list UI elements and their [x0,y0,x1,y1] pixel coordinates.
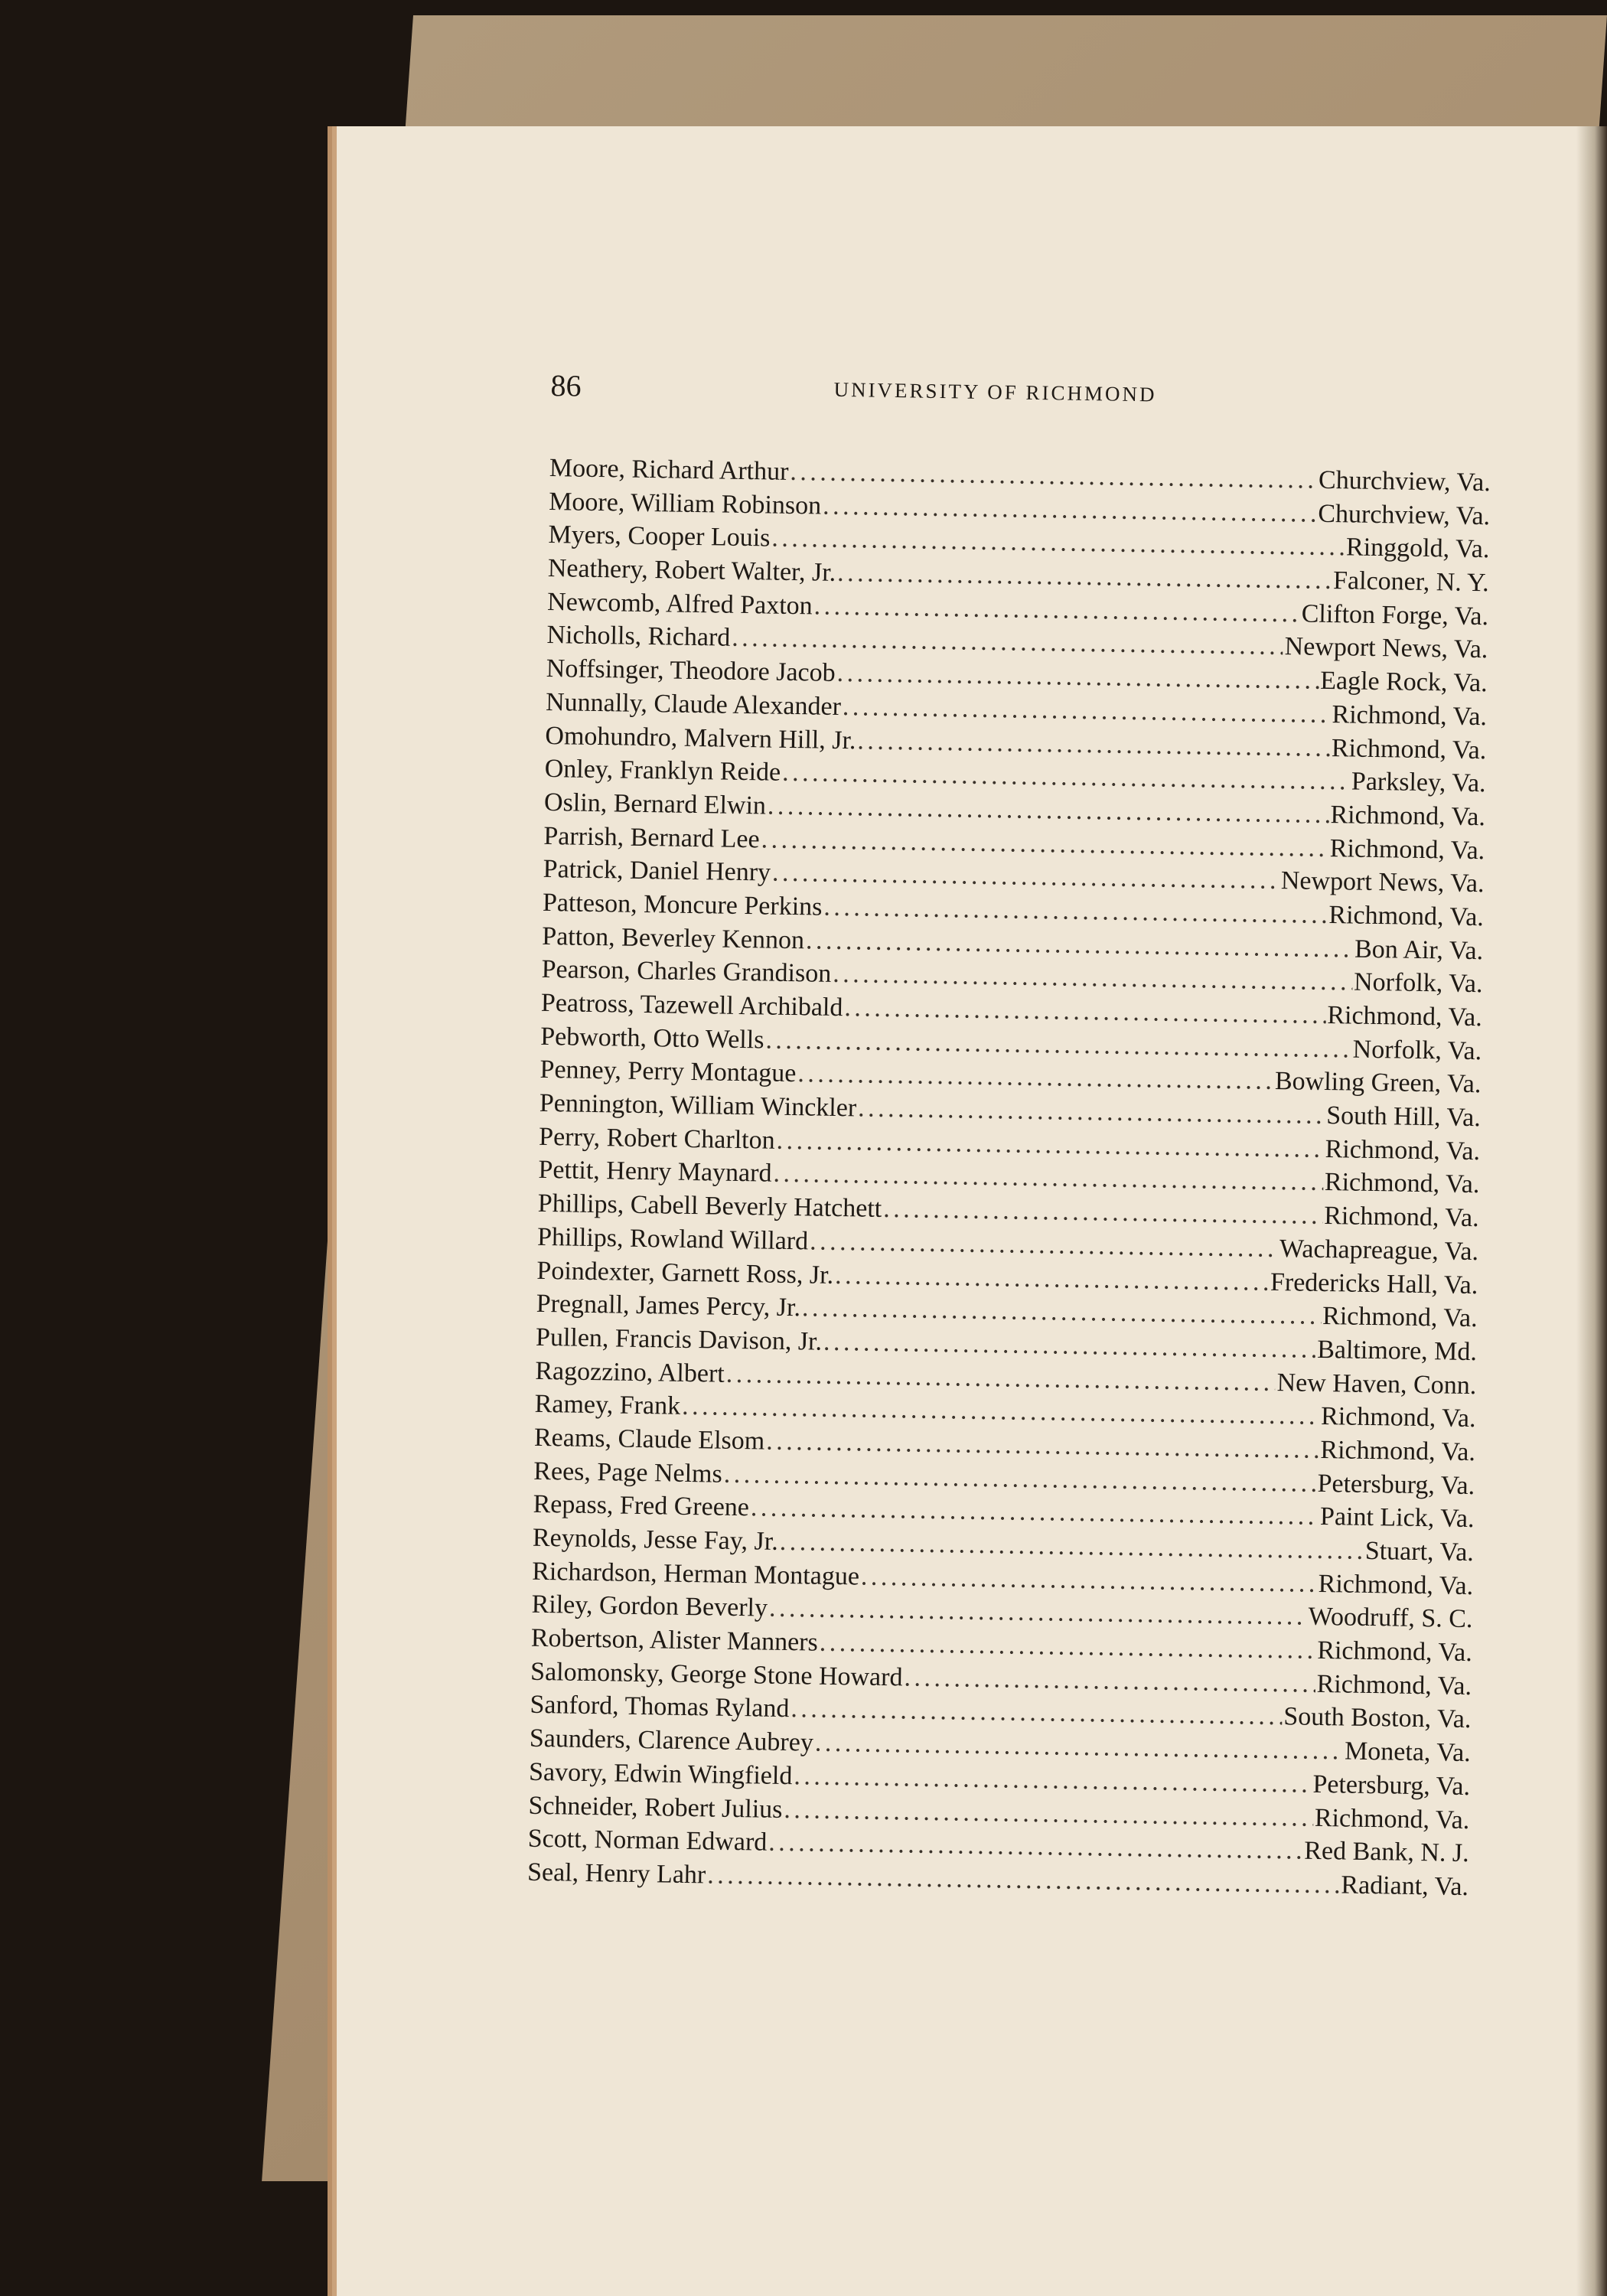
student-name: Pregnall, James Percy, Jr. [536,1290,801,1322]
hometown: Falconer, N. Y. [1332,566,1490,598]
student-name: Sanford, Thomas Ryland [530,1691,790,1724]
page-content [527,367,1492,1904]
student-name: Pebworth, Otto Wells [539,1022,764,1055]
hometown: Richmond, Va. [1320,1435,1476,1467]
hometown: Richmond, Va. [1324,1168,1480,1199]
student-name: Omohundro, Malvern Hill, Jr. [545,721,856,755]
hometown: Wachapreague, Va. [1279,1234,1479,1266]
student-name: Robertson, Alister Manners [530,1623,819,1657]
student-name: Reams, Claude Elsom [533,1423,765,1456]
page-gutter [1576,126,1607,2296]
hometown: Churchview, Va. [1318,465,1491,497]
student-name: Myers, Cooper Louis [548,520,771,553]
hometown: Fredericks Hall, Va. [1270,1267,1478,1300]
student-name: Nunnally, Claude Alexander [545,687,842,721]
hometown: Newport News, Va. [1284,632,1488,664]
hometown: Richmond, Va. [1318,1569,1474,1600]
hometown: Richmond, Va. [1325,1134,1481,1166]
student-name: Repass, Fred Greene [533,1490,750,1522]
student-name: Reynolds, Jesse Fay, Jr. [532,1523,779,1556]
hometown: Parksley, Va. [1351,767,1486,798]
student-name: Salomonsky, George Stone Howard [530,1657,903,1692]
hometown: Norfolk, Va. [1353,967,1483,999]
student-name: Oslin, Bernard Elwin [543,788,767,820]
student-name: Nicholls, Richard [546,621,731,653]
hometown: Richmond, Va. [1327,1001,1483,1032]
student-name: Ramey, Frank [534,1390,681,1421]
hometown: Ringgold, Va. [1345,533,1490,564]
hometown: Bowling Green, Va. [1274,1067,1482,1099]
student-name: Patteson, Moncure Perkins [542,888,823,921]
student-name: Pullen, Francis Davison, Jr. [535,1322,823,1356]
hometown: South Boston, Va. [1283,1702,1472,1734]
hometown: Richmond, Va. [1331,733,1487,765]
student-name: Seal, Henry Lahr [526,1857,706,1890]
student-name: Scott, Norman Edward [527,1824,768,1857]
student-name: Phillips, Cabell Beverly Hatchett [537,1189,882,1224]
student-name: Pennington, William Winckler [539,1088,857,1123]
student-name: Pearson, Charles Grandison [541,955,832,989]
student-name: Riley, Gordon Beverly [531,1590,768,1623]
hometown: Clifton Forge, Va. [1301,599,1489,631]
hometown: Richmond, Va. [1316,1669,1472,1701]
hometown: Norfolk, Va. [1352,1035,1482,1065]
hometown: Churchview, Va. [1318,499,1491,530]
student-name: Noffsinger, Theodore Jacob [546,654,836,688]
running-head: UNIVERSITY OF RICHMOND [833,377,1157,406]
hometown: Red Bank, N. J. [1304,1836,1469,1868]
student-name: Ragozzino, Albert [535,1356,725,1388]
student-name: Pettit, Henry Maynard [538,1156,772,1189]
hometown: Bon Air, Va. [1354,934,1484,965]
student-name: Patton, Beverley Kennon [542,921,805,954]
hometown: Stuart, Va. [1364,1536,1475,1567]
student-name: Neathery, Robert Walter, Jr. [547,554,836,587]
student-name: Penney, Perry Montague [539,1055,797,1088]
hometown: Woodruff, S. C. [1308,1603,1473,1634]
hometown: Richmond, Va. [1317,1636,1473,1668]
student-name: Moore, Richard Arthur [549,453,789,486]
page-number: 86 [550,367,582,403]
student-name: Savory, Edwin Wingfield [528,1757,793,1790]
dot-leader [904,1661,1315,1700]
hometown: Baltimore, Md. [1316,1335,1478,1367]
hometown: New Haven, Conn. [1276,1368,1477,1400]
student-name: Schneider, Robert Julius [528,1791,783,1824]
student-name: Perry, Robert Charlton [538,1122,775,1155]
hometown: Richmond, Va. [1332,700,1488,732]
hometown: Richmond, Va. [1328,900,1485,932]
hometown: Radiant, Va. [1341,1870,1469,1901]
hometown: Richmond, Va. [1322,1302,1478,1333]
student-name: Poindexter, Garnett Ross, Jr. [536,1256,834,1290]
hometown: Richmond, Va. [1329,833,1485,865]
student-name: Patrick, Daniel Henry [543,855,771,887]
hometown: South Hill, Va. [1325,1101,1482,1133]
student-name: Peatross, Tazewell Archibald [540,988,843,1022]
student-list [527,452,1491,1904]
student-name: Rees, Page Nelms [533,1456,723,1489]
student-name: Newcomb, Alfred Paxton [546,587,813,621]
hometown: Eagle Rock, Va. [1319,666,1488,698]
hometown: Paint Lick, Va. [1319,1502,1475,1534]
student-name: Parrish, Bernard Lee [543,821,760,853]
student-name: Moore, William Robinson [548,487,822,520]
hometown: Richmond, Va. [1314,1803,1470,1835]
hometown: Richmond, Va. [1320,1402,1476,1433]
hometown: Petersburg, Va. [1317,1469,1475,1500]
student-name: Saunders, Clarence Aubrey [529,1724,814,1757]
hometown: Newport News, Va. [1280,866,1485,899]
student-name: Phillips, Rowland Willard [536,1222,809,1256]
hometown: Petersburg, Va. [1312,1769,1471,1801]
student-name: Richardson, Herman Montague [531,1557,860,1591]
hometown: Moneta, Va. [1344,1737,1471,1768]
student-name: Onley, Franklyn Reide [544,755,781,787]
hometown: Richmond, Va. [1330,800,1486,832]
hometown: Richmond, Va. [1323,1202,1479,1233]
